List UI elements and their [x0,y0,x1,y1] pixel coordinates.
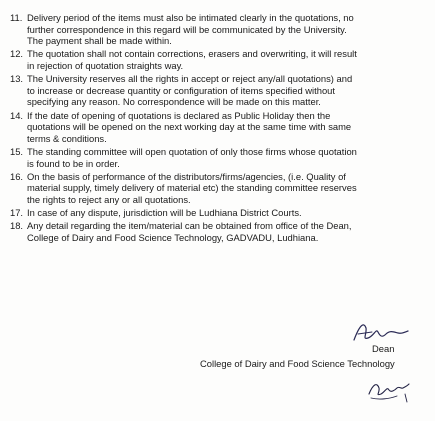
term-line: The standing committee will open quotation of only those firms whose quotation [27,145,357,157]
term-item [10,207,428,219]
term-text [27,207,428,219]
term-line: The quotation shall not contain corrections, erasers and overwriting, it will result [27,48,357,60]
term-text [27,12,428,47]
term-text [27,220,428,243]
term-line: the rights to reject any or all quotations. [27,193,191,205]
signatory-title: Dean [372,343,395,354]
term-number: 11. [10,12,23,23]
initials-signature [365,374,415,406]
term-number: 16. [10,170,24,182]
term-number: 14. [10,109,24,121]
term-line: quotations will be opened on the next working day at the same time with same [27,121,352,133]
term-item [10,110,428,145]
term-line: If the date of opening of quotations is declared as Public Holiday then the [27,109,331,121]
dean-signature [350,318,410,346]
term-line: The payment shall be made within. [27,35,172,47]
term-line: College of Dairy and Food Science Technology, GADVADU, Ludhiana. [27,231,319,243]
term-item [10,220,428,243]
term-line: Delivery period of the items must also be intimated clearly in the quotations, no [27,12,354,23]
term-line: in rejection of quotation straights way. [27,59,184,71]
term-number: 13. [10,73,24,85]
term-line: specifying any reason. No correspondence will be made on this matter. [27,96,321,108]
term-number: 15. [10,145,24,157]
term-item [10,171,428,206]
term-line: On the basis of performance of the distributors/firms/agencies, (i.e. Quality of [27,170,346,182]
terms-list [10,12,428,245]
term-line: is found to be in order. [27,157,120,169]
signatory-college: College of Dairy and Food Science Technology [200,358,395,369]
term-text [27,48,428,71]
term-text [27,110,428,145]
term-item [10,146,428,169]
term-line: further correspondence in this regard will be communicated by the University. [27,23,347,35]
term-line: material supply, timely delivery of material etc) the standing committee reserves [27,182,357,194]
term-line: terms & conditions. [27,132,107,144]
term-number: 18. [10,220,24,232]
term-text [27,146,428,169]
term-line: to increase or decrease quantity or configuration of items specified without [27,84,335,96]
term-item [10,48,428,71]
term-item [10,12,428,47]
term-line: In case of any dispute, jurisdiction will be Ludhiana District Courts. [27,207,302,219]
term-text [27,171,428,206]
term-item [10,73,428,108]
term-line: The University reserves all the rights in accept or reject any/all quotations) and [27,73,353,85]
term-number: 12. [10,48,24,60]
term-text [27,73,428,108]
term-number: 17. [10,207,24,219]
term-line: Any detail regarding the item/material can be obtained from office of the Dean, [27,220,352,232]
